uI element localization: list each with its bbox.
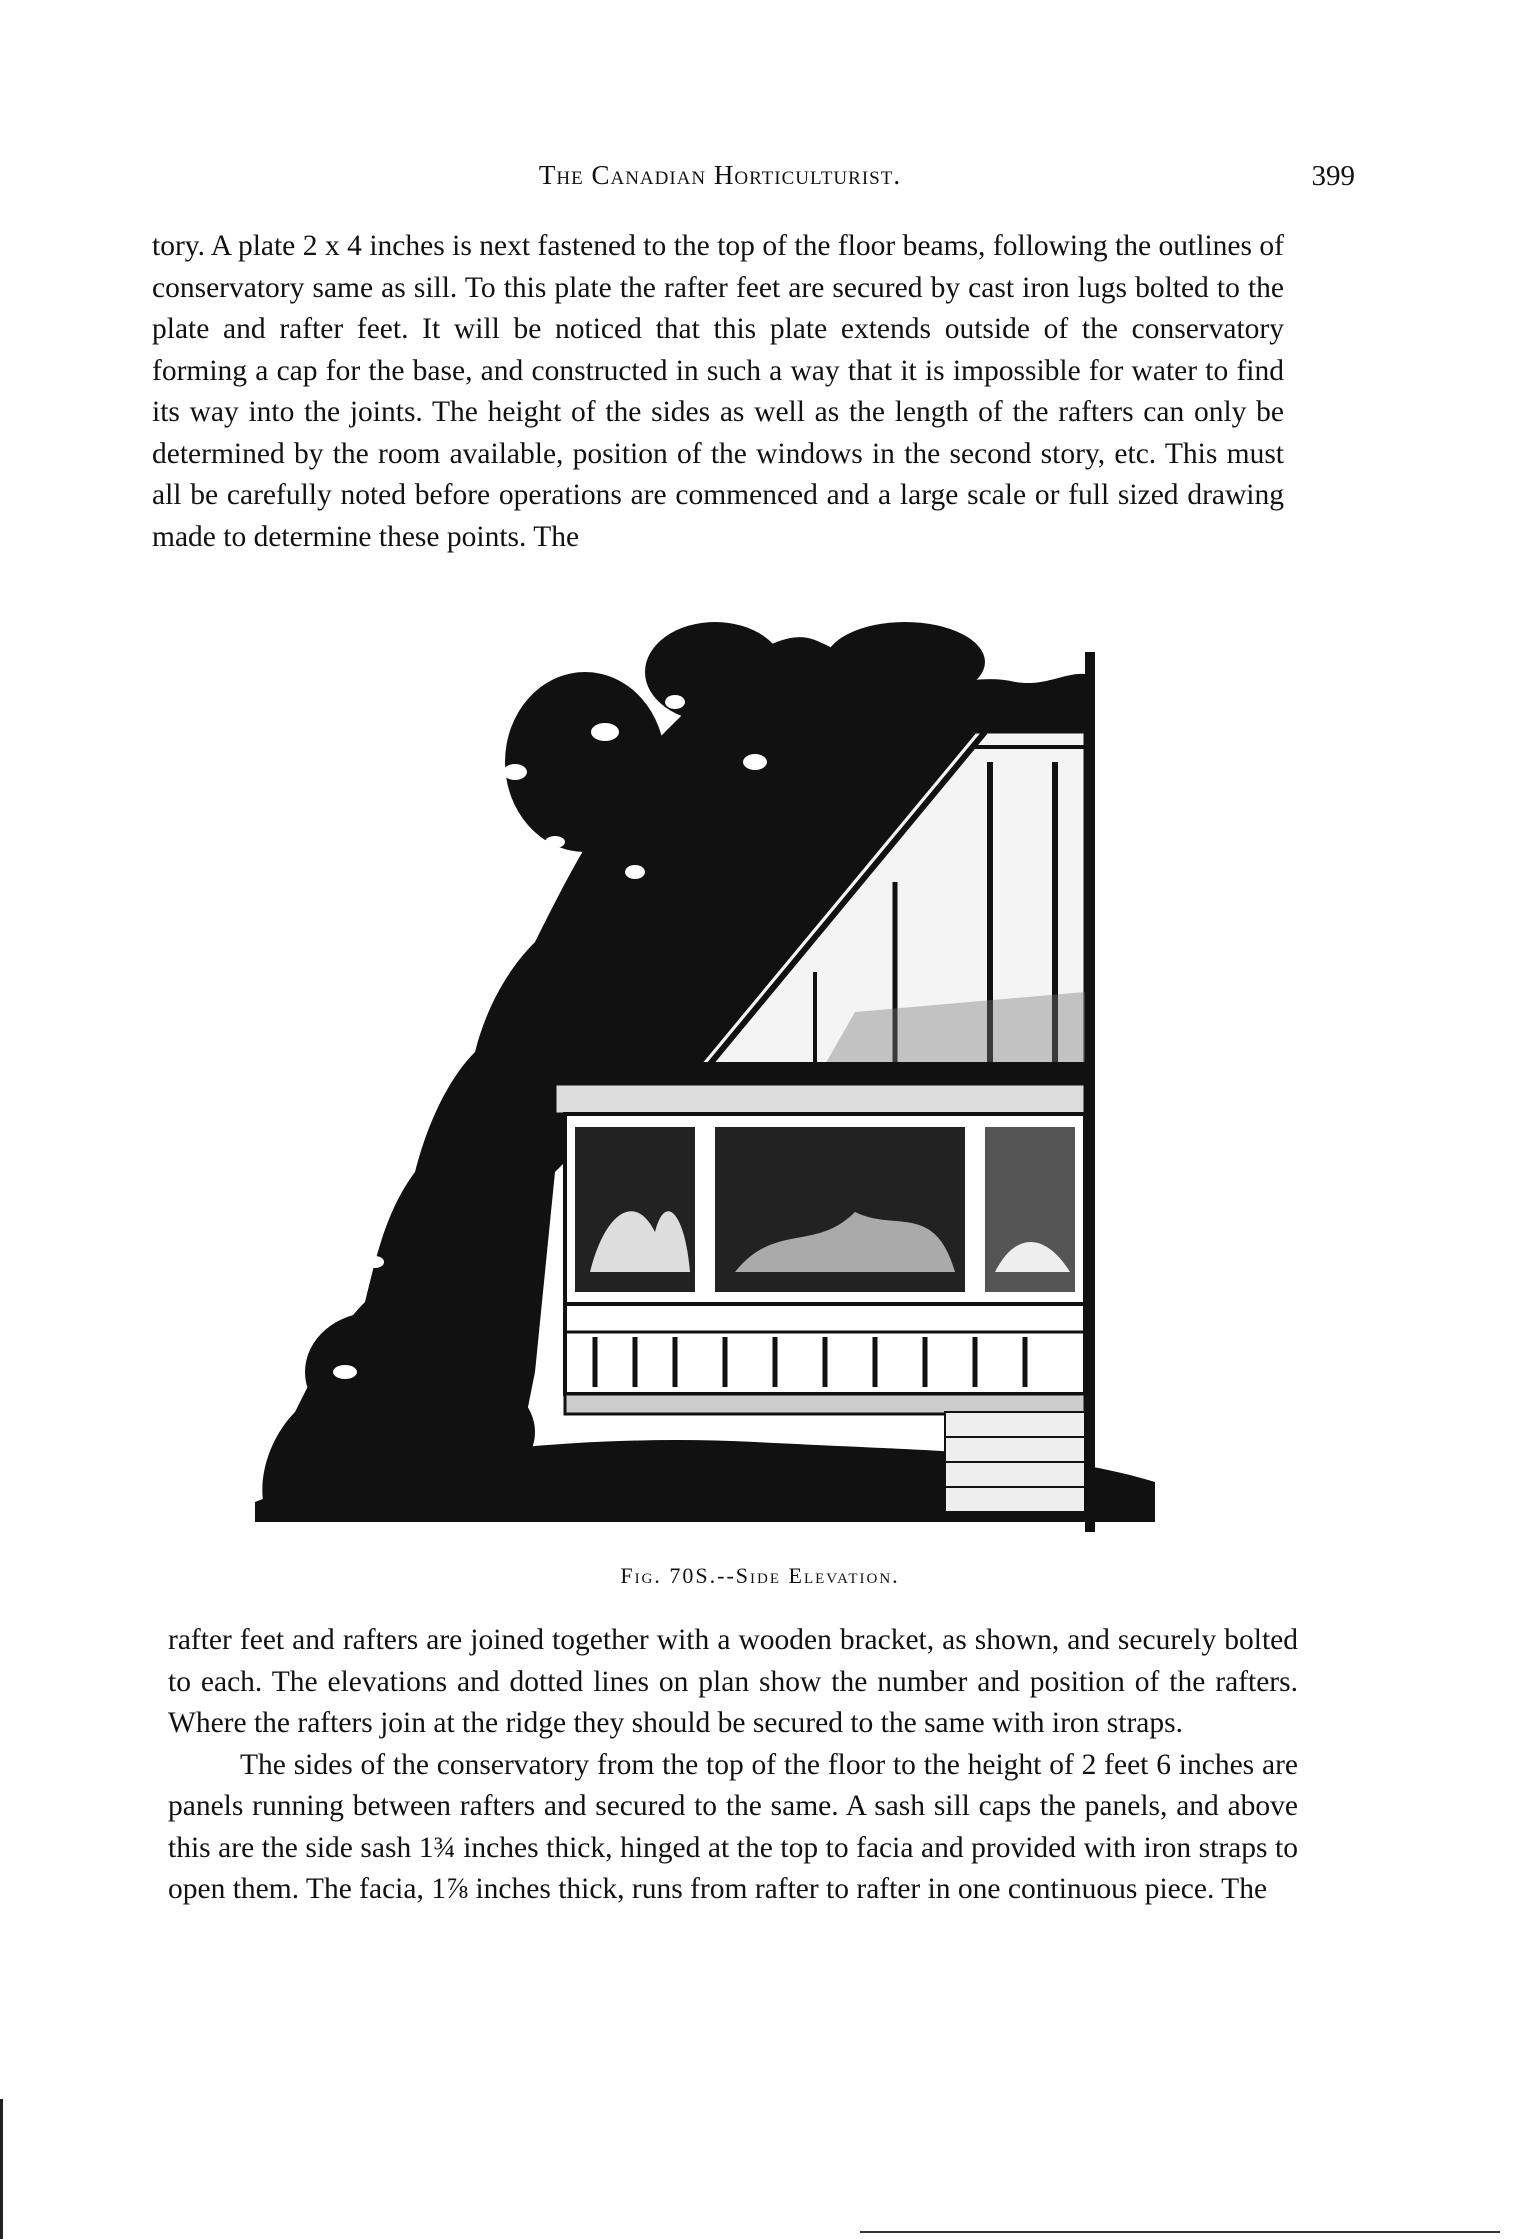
margin-rule	[0, 2099, 23, 2239]
page-number: 399	[1311, 160, 1355, 192]
body-text-bottom	[168, 1620, 1298, 1911]
paragraph-continued: rafter feet and rafters are joined together with a wooden bracket, as shown, and securely bolted to each. The elevations and dotted lines on plan show the number and position of the rafters. Where the rafters join at the ridge they should be secured to the same with iron straps.	[168, 1624, 1298, 1739]
wall-edge	[1085, 652, 1095, 1532]
facia	[555, 1062, 1085, 1114]
page-header	[150, 160, 1355, 200]
panels	[565, 1304, 1085, 1414]
side-sash	[565, 1114, 1085, 1304]
running-title: The Canadian Horticulturist.	[538, 160, 902, 190]
figure-caption: Fig. 70S.--Side Elevation.	[620, 1563, 900, 1588]
conservatory-illustration	[255, 612, 1205, 1532]
paragraph-sides: The sides of the conservatory from the top of the floor to the height of 2 feet 6 inches are panels running between rafters and secured to the same. A sash sill caps the panels, and above this are the side sash 1¾ inches thick, hinged at the top to facia and provided with iron straps to open them. The facia, 1⅞ inches thick, runs from rafter to rafter in one continuous piece. The	[168, 1748, 1298, 1905]
bottom-rule	[860, 2231, 1500, 2233]
body-text-top	[152, 226, 1284, 558]
paragraph-top: tory. A plate 2 x 4 inches is next fastened to the top of the floor beams, following the outlines of conservatory same as sill. To this plate the rafter feet are secured by cast iron lugs bolted to the plate and rafter feet. It will be noticed that this plate extends outside of the conservatory forming a cap for the base, and constructed in such a way that it is impossible for water to find its way into the joints. The height of the sides as well as the length of the rafters can only be determined by the room available, position of the windows in the second story, etc. This must all be carefully noted before operations are commenced and a large scale or full sized drawing made to determine these points. The	[152, 230, 1284, 553]
